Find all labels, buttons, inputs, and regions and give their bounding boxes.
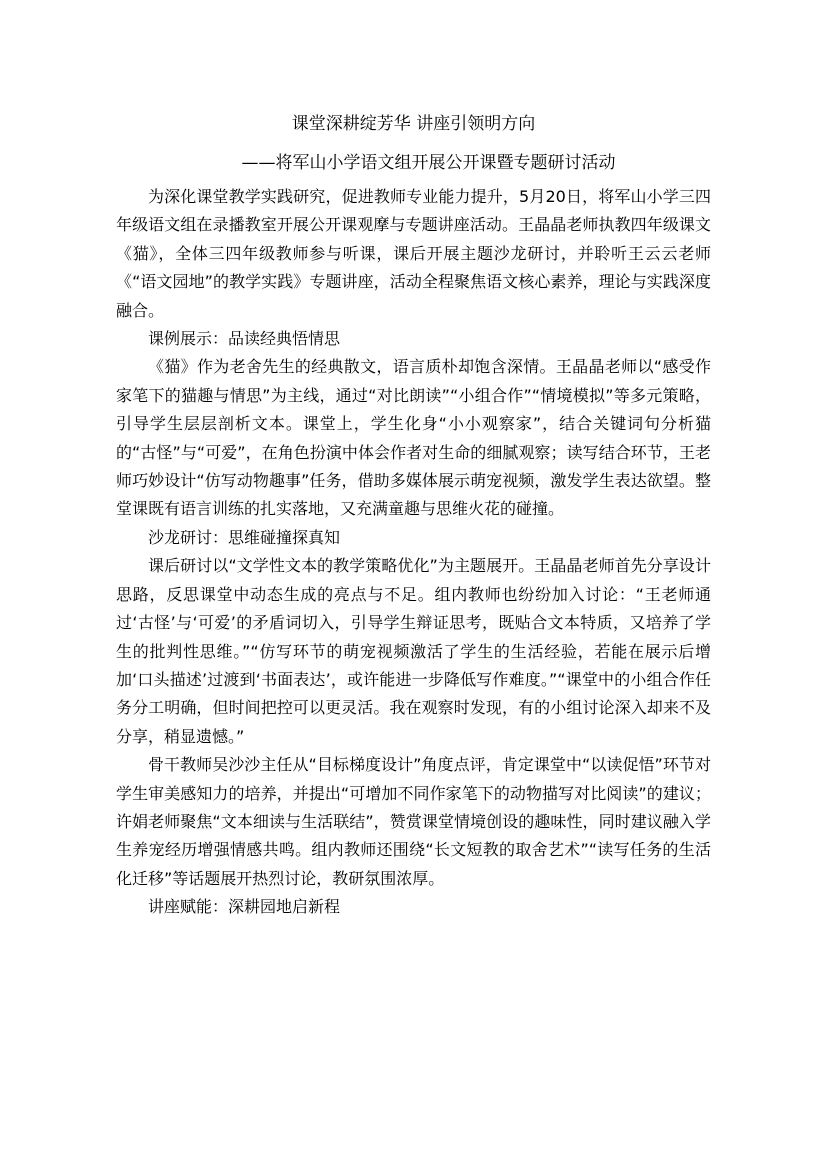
- review-paragraph: 骨干教师吴沙沙主任从“目标梯度设计”角度点评，肯定课堂中“以读促悟”环节对学生审美感知力的培养，并提出“可增加不同作家笔下的动物描写对比阅读”的建议；许娟老师聚焦“文本细读与生活联结”，赞赏课堂情境创设的趣味性，同时建议融入学生养宠经历增强情感共鸣。组内教师还围绕“长文短教的取舍艺术”“读写任务的生活化迁移”等话题展开热烈讨论，教研氛围浓厚。: [116, 755, 711, 888]
- section-heading-lecture: 讲座赋能：深耕园地启新程: [148, 897, 341, 917]
- document-body: [116, 183, 711, 922]
- salon-paragraph: 课后研讨以“文学性文本的教学策略优化”为主题展开。王晶晶老师首先分享设计思路，反思课堂中动态生成的亮点与不足。组内教师也纷纷加入讨论：“王老师通过‘古怪’与‘可爱’的矛盾词切入，引导学生辩证思考，既贴合文本特质，又培养了学生的批判性思维。”“仿写环节的萌宠视频激活了学生的生活经验，若能在展示后增加‘口头描述’过渡到‘书面表达’，或许能进一步降低写作难度。”“课堂中的小组合作任务分工明确，但时间把控可以更灵活。我在观察时发现，有的小组讨论深入却来不及分享，稍显遗憾。”: [116, 556, 711, 746]
- lesson-paragraph: 《猫》作为老舍先生的经典散文，语言质朴却饱含深情。王晶晶老师以“感受作家笔下的猫趣与情思”为主线，通过“对比朗读”“小组合作”“情境模拟”等多元策略，引导学生层层剖析文本。课堂上，学生化身“小小观察家”，结合关键词句分析猫的“古怪”与“可爱”，在角色扮演中体会作者对生命的细腻观察；读写结合环节，王老师巧妙设计“仿写动物趣事”任务，借助多媒体展示萌宠视频，激发学生表达欲望。整堂课既有语言训练的扎实落地，又充满童趣与思维火花的碰撞。: [116, 357, 711, 519]
- intro-paragraph: 为深化课堂教学实践研究，促进教师专业能力提升，5月20日，将军山小学三四年级语文组在录播教室开展公开课观摩与专题讲座活动。王晶晶老师执教四年级课文《猫》，全体三四年级教师参与听课，课后开展主题沙龙研讨，并聆听王云云老师《“语文园地”的教学实践》专题讲座，活动全程聚焦语文核心素养，理论与实践深度融合。: [116, 187, 711, 320]
- section-heading-lesson: 课例展示：品读经典悟情思: [148, 329, 341, 349]
- document-title: 课堂深耕绽芳华 讲座引领明方向: [291, 114, 536, 134]
- section-heading-salon: 沙龙研讨：思维碰撞探真知: [148, 527, 341, 547]
- document-subtitle: ——将军山小学语文组开展公开课暨专题研讨活动: [241, 153, 616, 173]
